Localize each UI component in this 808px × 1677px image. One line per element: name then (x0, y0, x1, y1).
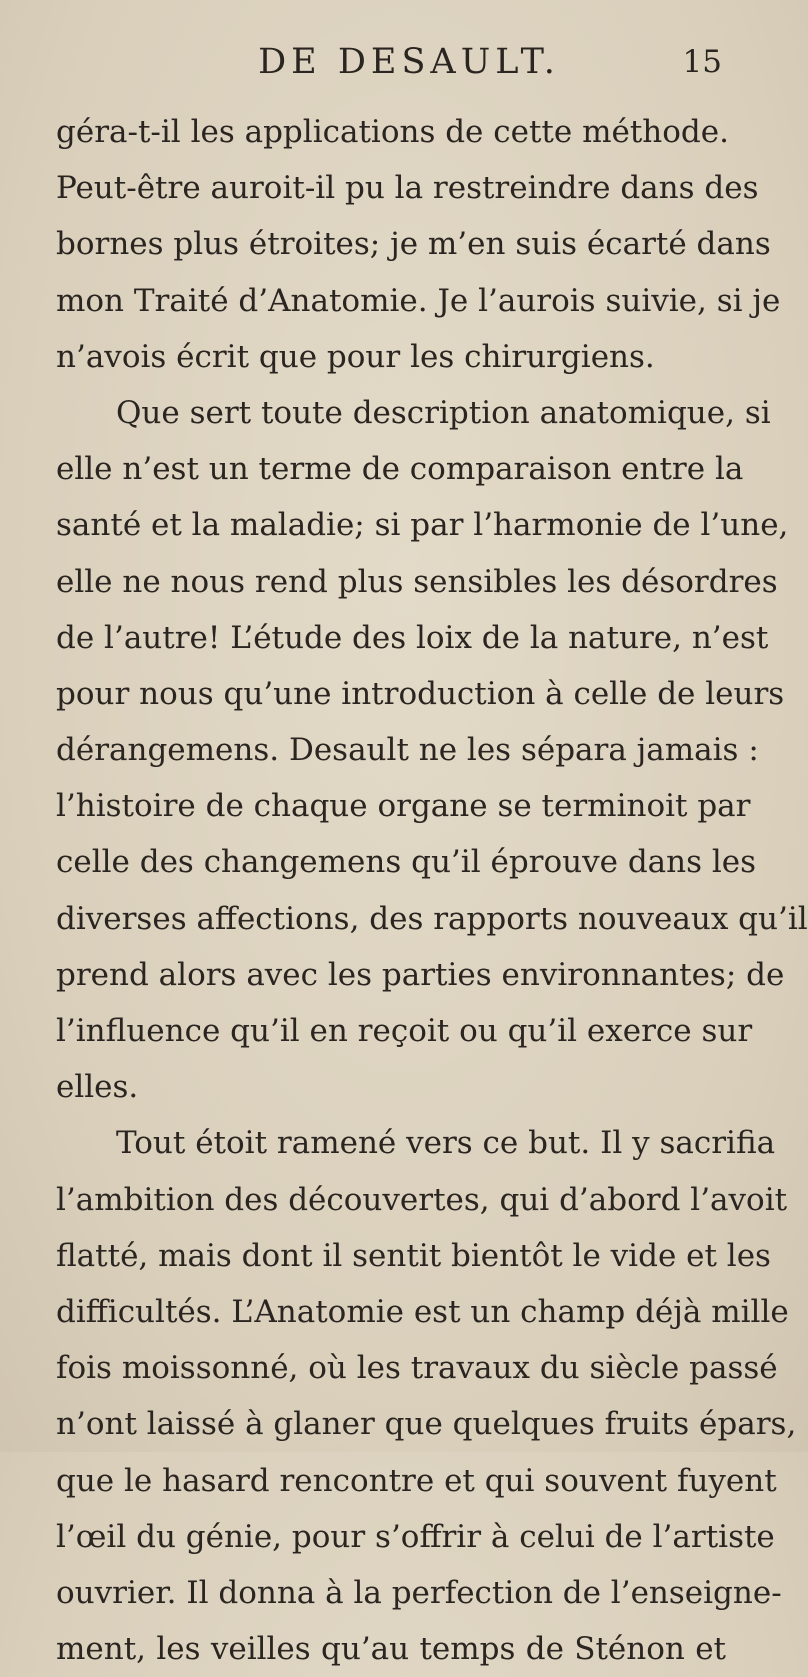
body-text (56, 104, 808, 1677)
text-line: Que sert toute description anatomique, si (116, 394, 771, 431)
text-line: géra-t-il les applications de cette méthode. (56, 114, 729, 150)
text-line: bornes plus étroites; je m’en suis écarté dans (56, 226, 771, 263)
text-line: elle n’est un terme de comparaison entre la (56, 451, 744, 488)
text-line: pour nous qu’une introduction à celle de leurs (56, 675, 785, 712)
text-line: santé et la maladie; si par l’harmonie de l’une, (56, 507, 789, 544)
running-title: DE DESAULT. (258, 42, 560, 82)
paragraph-1 (56, 104, 781, 385)
text-line: difficultés. L’Anatomie est un champ déjà mille (56, 1293, 789, 1330)
text-line: dérangemens. Desault ne les sépara jamais : (56, 732, 759, 769)
text-line: que le hasard rencontre et qui souvent fuyent (56, 1462, 777, 1499)
text-line: fois moissonné, où les travaux du siècle passé (56, 1350, 778, 1387)
text-line: prend alors avec les parties environnantes; de (56, 956, 785, 993)
running-head (96, 40, 722, 90)
paragraph-3 (56, 1115, 797, 1677)
text-line: celle des changemens qu’il éprouve dans les (56, 844, 757, 881)
page-number: 15 (682, 44, 722, 80)
text-line: mon Traité d’Anatomie. Je l’aurois suivie, si je (56, 282, 781, 319)
text-line: l’influence qu’il en reçoit ou qu’il exerce sur (56, 1013, 753, 1049)
text-line: elles. (56, 1069, 139, 1106)
text-line: l’ambition des découvertes, qui d’abord l’avoit (56, 1181, 788, 1218)
text-line: Tout étoit ramené vers ce but. Il y sacrifia (116, 1125, 776, 1162)
text-line: ouvrier. Il donna à la perfection de l’enseigne- (56, 1574, 782, 1611)
text-line: n’ont laissé à glaner que quelques fruits épars, (56, 1406, 797, 1443)
text-line: diverses affections, des rapports nouveaux qu’il (56, 900, 808, 937)
text-line: ment, les veilles qu’au temps de Sténon et (56, 1631, 726, 1668)
text-line: Peut-être auroit-il pu la restreindre dans des (56, 170, 759, 207)
text-line: elle ne nous rend plus sensibles les désordres (56, 563, 778, 600)
text-line: n’avois écrit que pour les chirurgiens. (56, 338, 655, 375)
text-line: l’œil du génie, pour s’offrir à celui de l’artiste (56, 1518, 775, 1555)
text-line: l’histoire de chaque organe se terminoit par (56, 788, 751, 825)
paragraph-2 (56, 385, 808, 1115)
text-line: flatté, mais dont il sentit bientôt le vide et les (56, 1237, 771, 1274)
text-line: de l’autre! L’étude des loix de la nature, n’est (56, 619, 769, 656)
